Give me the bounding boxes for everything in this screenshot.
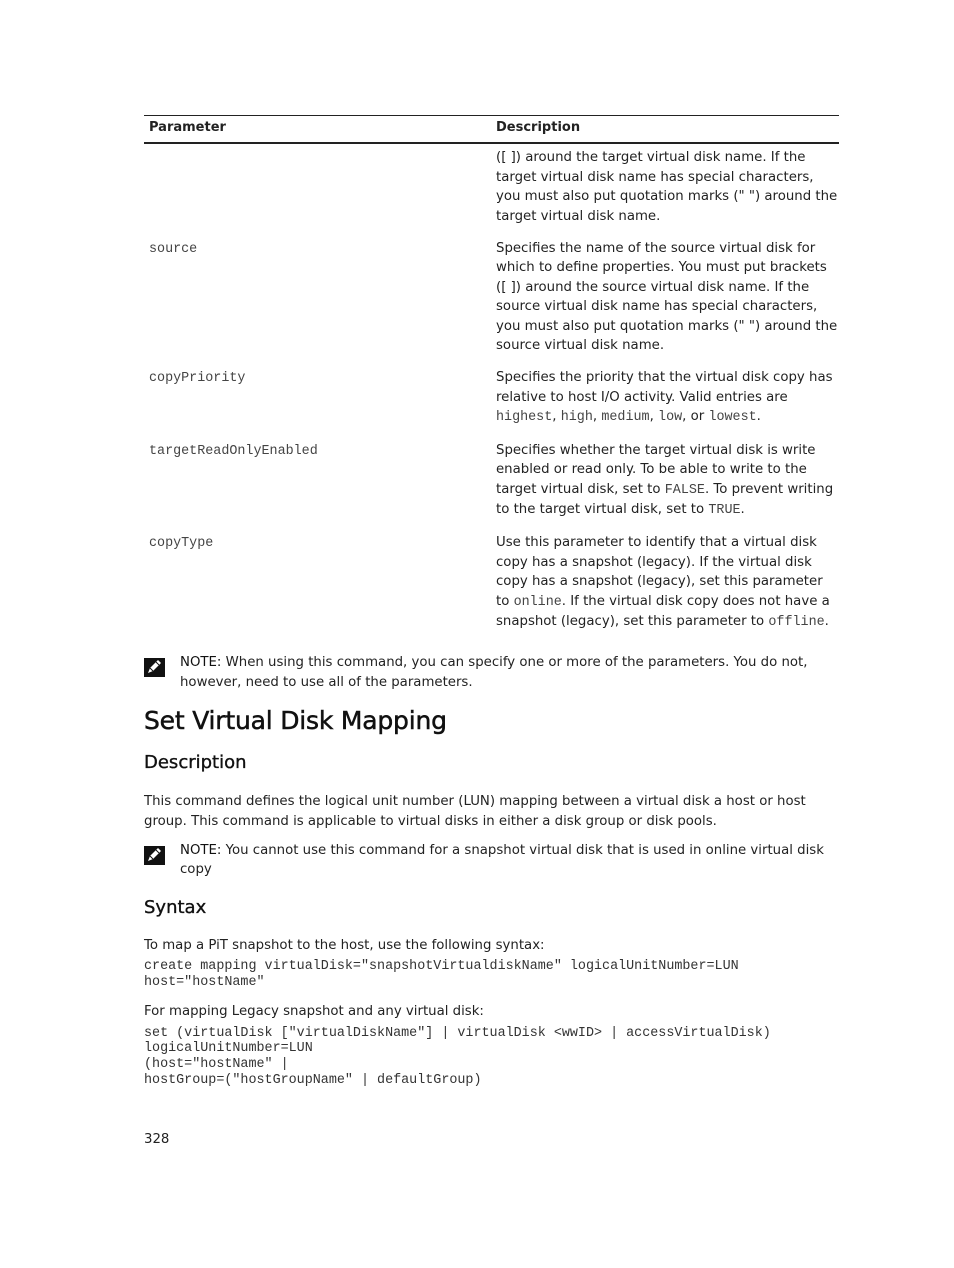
description-cell [491,235,839,364]
table-body [144,143,839,641]
note-2-body: You cannot use this command for a snapshot virtual disk that is used in online virtual disk copy [180,842,824,878]
header-parameter: Parameter [144,116,491,144]
syntax-intro-2: For mapping Legacy snapshot and any virtual disk: [144,1004,484,1020]
table-row [144,235,839,364]
inline-code: TRUE [708,502,741,518]
description-text: . To prevent writing to the target virtual disk, set to [496,481,834,517]
description-text: Specifies whether the target virtual disk is write enabled or read only. To be able to write to the target virtual disk, set to [496,442,816,497]
inline-code: offline [768,614,825,630]
parameter-cell [144,437,491,530]
table-row [144,529,839,641]
description-heading: Description [144,752,247,774]
parameter-name: source [149,242,198,258]
inline-code: high [560,410,593,426]
description-text: . [740,501,745,517]
table-row [144,364,839,436]
description-cell [491,364,839,436]
syntax-code-2: set (virtualDisk ["virtualDiskName"] | virtualDisk <wwID> | accessVirtualDisk) logicalUnitNumber=LUN (host="hostName" | hostGroup=("hostGroupName" | defaultGroup) [144,1025,771,1088]
section-title: Set Virtual Disk Mapping [144,706,447,736]
description-text: . [756,409,761,425]
description-text: . If the virtual disk copy does not have a snapshot (legacy), set this parameter to [496,593,830,629]
syntax-intro-1: To map a PiT snapshot to the host, use the following syntax: [144,937,545,953]
table-header-row [144,116,839,144]
inline-code: FALSE [664,482,705,498]
description-text: Specifies the priority that the virtual disk copy has relative to host I/O activity. Valid entries are [496,370,833,405]
note-1-text [180,653,839,692]
description-text: , or [682,409,709,425]
inline-code: online [513,594,562,610]
note-1 [144,653,839,692]
description-cell [491,437,839,530]
note-pencil-icon [144,841,180,871]
description-text: ([ ]) around the target virtual disk name. If the target virtual disk name has special characters, you must also put quotation marks (" ") around the target virtual disk name. [496,150,838,224]
syntax-code-1: create mapping virtualDisk="snapshotVirtualdiskName" logicalUnitNumber=LUN host="hostName" [144,959,739,990]
header-description: Description [491,116,839,144]
note-1-label: NOTE: [180,655,222,671]
description-cell [491,143,839,235]
parameter-name: copyType [149,536,214,552]
description-text: , [552,409,561,425]
parameter-cell [144,364,491,436]
page-number: 328 [144,1132,170,1147]
description-text: This command defines the logical unit number (LUN) mapping between a virtual disk a host or host group. This command is applicable to virtual disks in either a disk group or disk pools. [144,794,806,829]
inline-code: highest [496,410,553,426]
description-cell [491,529,839,641]
note-2-text [180,841,839,880]
description-text: . [824,613,829,629]
table-row [144,437,839,530]
description-text: Specifies the name of the source virtual disk for which to define properties. You must put brackets ([ ]) around the source virtual disk name. If the source virtual disk name has special characters, you must also put quotation marks (" ") around the source virtual disk name. [496,241,838,354]
description-text: , [649,409,659,425]
note-pencil-icon [144,653,180,683]
syntax-heading: Syntax [144,896,207,918]
parameter-name: targetReadOnlyEnabled [149,443,318,459]
parameter-cell [144,529,491,641]
page-content [144,115,839,1088]
inline-code: medium [601,410,650,426]
note-1-body: When using this command, you can specify one or more of the parameters. You do not, however, need to use all of the parameters. [180,655,808,690]
description-text: Use this parameter to identify that a virtual disk copy has a snapshot (legacy). If the virtual disk copy has a snapshot (legacy), set this parameter to [496,535,823,609]
table-row [144,143,839,235]
note-2 [144,841,839,880]
note-2-label: NOTE: [180,842,222,858]
parameter-name: copyPriority [149,371,246,387]
inline-code: low [658,410,683,426]
parameter-cell [144,235,491,364]
parameter-cell [144,143,491,235]
inline-code: lowest [708,410,757,426]
parameters-table [144,115,839,641]
description-text: , [592,409,602,425]
